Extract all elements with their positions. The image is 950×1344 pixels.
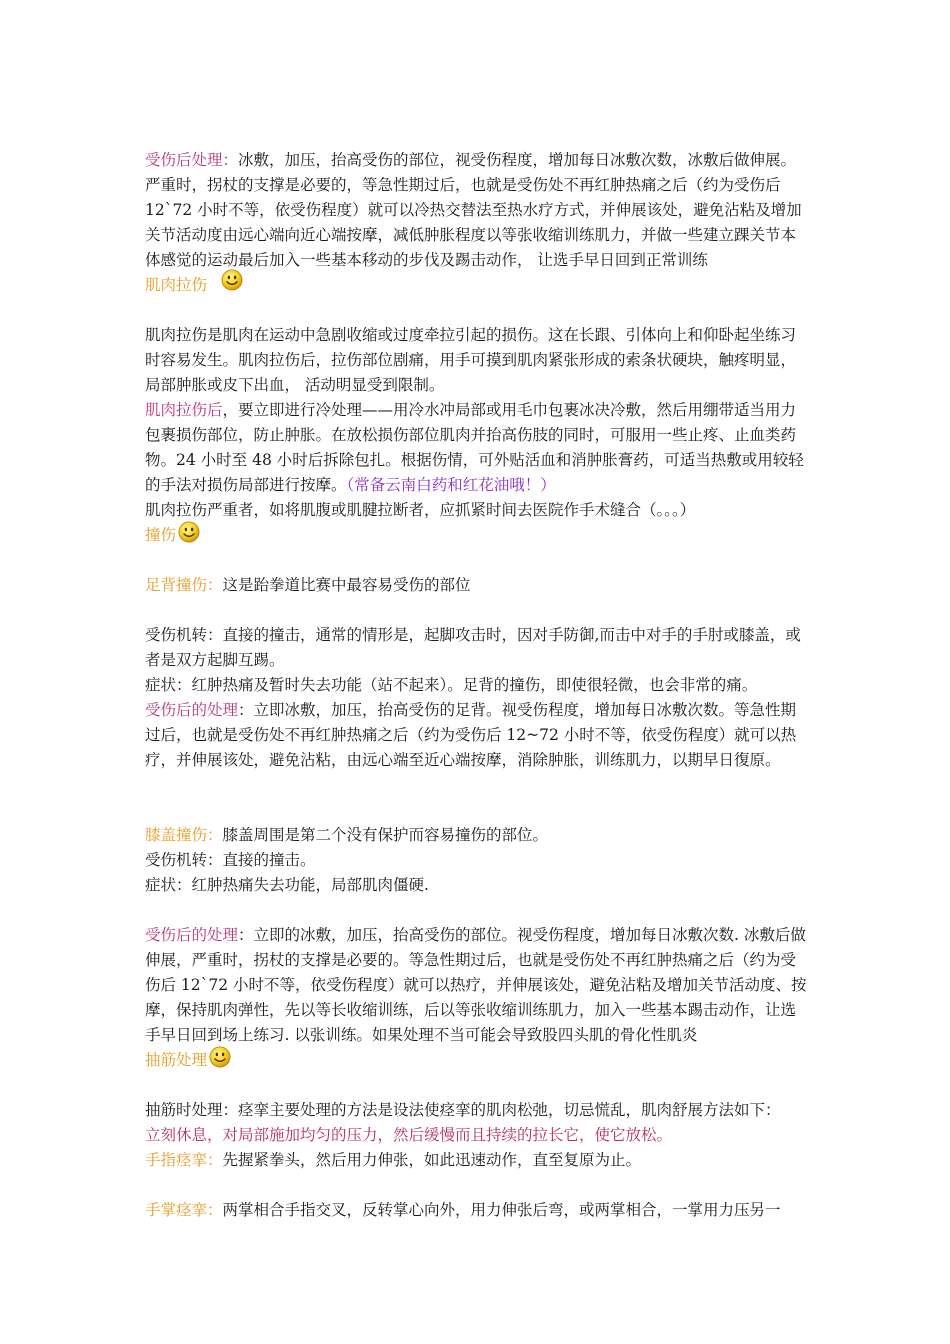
heading-contusion-text: 撞伤 (145, 526, 177, 544)
paragraph-cramp-method: 立刻休息，对局部施加均匀的压力，然后缓慢而且持续的拉长它，使它放松。 (145, 1126, 673, 1144)
paragraph-severe-strain: 肌肉拉伤严重者，如将肌腹或肌腱拉断者，应抓紧时间去医院作手术缝合（。。。） (145, 501, 696, 519)
paragraph-knee-mechanism: 受伤机转：直接的撞击。 (145, 851, 316, 869)
smiley-icon (221, 269, 243, 291)
label-knee-contusion: 膝盖撞伤： (145, 826, 223, 844)
text-knee-contusion: 膝盖周围是第二个没有保护而容易撞伤的部位。 (222, 826, 549, 844)
paragraph-muscle-strain-intro: 肌肉拉伤是肌肉在运动中急剧收缩或过度牵拉引起的损伤。这在长跟、引体向上和仰卧起坐练习时容易发生。肌肉拉伤后，拉伤部位剧痛，用手可摸到肌肉紧张形成的索条状硬块，触疼明显， 局部肿胀或皮下出血， 活动明显受到限制。 (145, 326, 797, 394)
text-finger-cramp: 先握紧拳头，然后用力伸张，如此迅速动作，直至复原为止。 (222, 1151, 642, 1169)
smiley-icon (209, 1046, 231, 1068)
text-post-injury-care: 冰敷，加压，抬高受伤的部位，视受伤程度，增加每日冰敷次数，冰敷后做伸展。严重时，拐杖的支撑是必要的，等急性期过后，也就是受伤处不再红肿热痛之后（约为受伤后 12`72 小时不等，依受伤程度）就可以冷热交替法至热水疗方式，并伸展该处，避免沾粘及增加关节活动度由远心端向近心端按摩，减低肿胀程度以等张收缩训练肌力，并做一些建立踝关节本体感觉的运动最后加入一些基本移动的步伐及踢击动作， 让选手早日回到正常训练 (145, 151, 802, 269)
note-keep-medicine: （常备云南白药和红花油哦！） (346, 476, 556, 494)
paragraph-palm-cramp (145, 1198, 810, 1223)
heading-cramp-treatment (145, 1048, 810, 1073)
paragraph-post-injury-care (145, 148, 810, 273)
text-muscle-strain-treatment: ，要立即进行冷处理——用冷水冲局部或用毛巾包裹冰决冷敷，然后用绷带适当用力包裹损伤部位，防止肿胀。在放松损伤部位肌肉并抬高伤肢的同时，可服用一些止疼、止血类药物。24 小时至 48 小时后拆除包扎。根据伤情，可外贴活血和消肿胀膏药，可适当热敷或用较轻的手法对损伤局部进行按摩。 (145, 401, 804, 494)
text-palm-cramp: 两掌相合手指交叉，反转掌心向外，用力伸张后弯，或两掌相合，一掌用力压另一 (222, 1201, 781, 1219)
heading-muscle-strain (145, 273, 810, 298)
text-instep-treatment: ：立即冰敷，加压，抬高受伤的足背。视受伤程度，增加每日冰敷次数。等急性期过后，也就是受伤处不再红肿热痛之后（约为受伤后 12~72 小时不等，依受伤程度）就可以热疗，并伸展该处，避免沾粘，由远心端至近心端按摩，消除肿胀，训练肌力，以期早日復原。 (145, 701, 797, 769)
label-knee-treatment: 受伤后的处理 (145, 926, 239, 944)
paragraph-finger-cramp (145, 1148, 810, 1173)
heading-muscle-strain-text: 肌肉拉伤 (145, 276, 208, 294)
paragraph-instep-treatment (145, 698, 810, 773)
paragraph-knee-contusion (145, 823, 810, 848)
paragraph-cramp-intro: 抽筋时处理：痉挛主要处理的方法是设法使痉挛的肌肉松弛，切忌慌乱，肌肉舒展方法如下： (145, 1101, 781, 1119)
text-instep-contusion: 这是跆拳道比赛中最容易受伤的部位 (222, 576, 471, 594)
label-post-injury-care: 受伤后处理： (145, 151, 239, 169)
paragraph-knee-treatment (145, 923, 810, 1048)
paragraph-instep-contusion (145, 573, 810, 598)
paragraph-muscle-strain-treatment (145, 398, 810, 498)
heading-cramp-text: 抽筋处理 (145, 1051, 208, 1069)
smiley-icon (178, 521, 200, 543)
paragraph-instep-symptoms: 症状：红肿热痛及暂时失去功能（站不起来）。足背的撞伤，即使很轻微，也会非常的痛。 (145, 676, 758, 694)
label-muscle-strain-treatment: 肌肉拉伤后 (145, 401, 223, 419)
heading-contusion (145, 523, 810, 548)
paragraph-instep-mechanism: 受伤机转：直接的撞击，通常的情形是，起脚攻击时，因对手防御,而击中对手的手肘或膝盖，或者是双方起脚互踢。 (145, 626, 801, 669)
label-finger-cramp: 手指痉挛： (145, 1151, 223, 1169)
document-body (145, 148, 810, 1223)
paragraph-knee-symptoms: 症状：红肿热痛失去功能，局部肌肉僵硬. (145, 876, 429, 894)
text-knee-treatment: ：立即的冰敷，加压，抬高受伤的部位。视受伤程度，增加每日冰敷次数. 冰敷后做伸展，严重时，拐杖的支撑是必要的。等急性期过后，也就是受伤处不再红肿热痛之后（约为受伤后 12`72 小时不等，依受伤程度）就可以热疗，并伸展该处，避免沾粘及增加关节活动度、按摩，保持肌肉弹性，先以等长收缩训练，后以等张收缩训练肌力，加入一些基本踢击动作，让选手早日回到场上练习. 以张训练。如果处理不当可能会导致股四头肌的骨化性肌炎 (145, 926, 807, 1044)
label-instep-treatment: 受伤后的处理 (145, 701, 239, 719)
label-palm-cramp: 手掌痉挛： (145, 1201, 223, 1219)
label-instep-contusion: 足背撞伤： (145, 576, 223, 594)
